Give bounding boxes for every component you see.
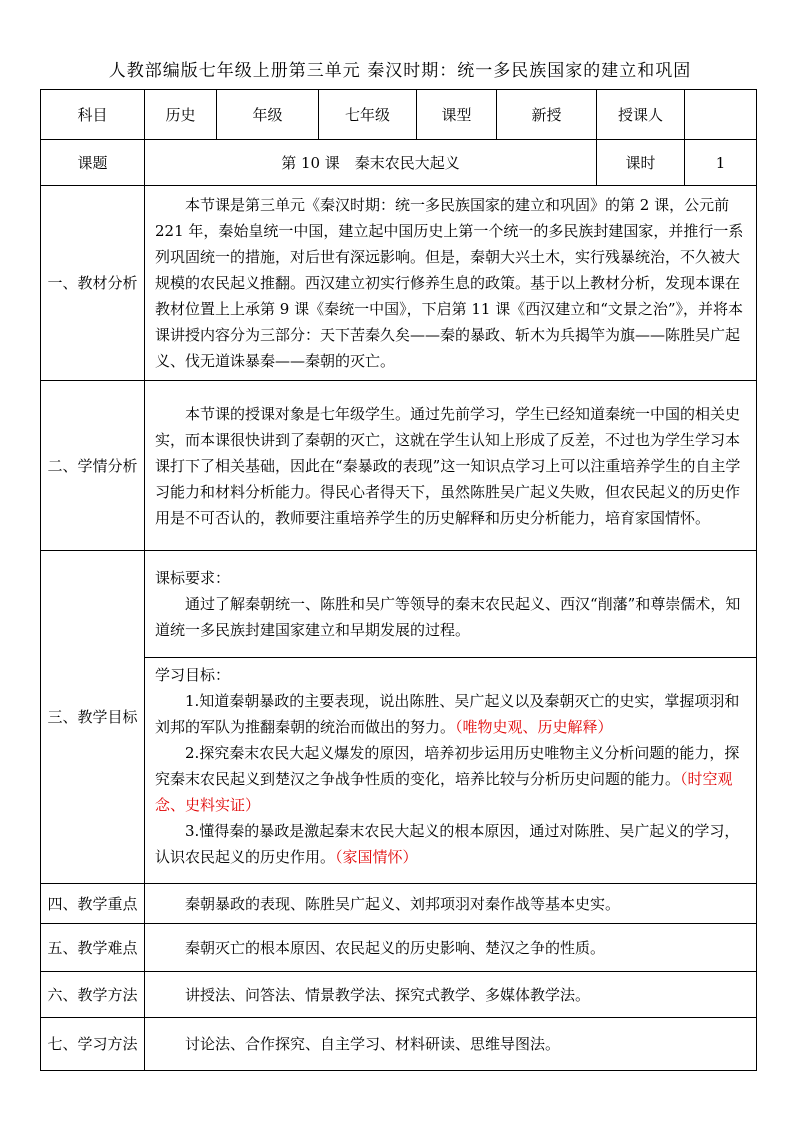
section-label: 五、教学难点 — [41, 924, 145, 972]
grade-value: 七年级 — [319, 90, 417, 140]
section-text: 秦朝灭亡的根本原因、农民起义的历史影响、楚汉之争的性质。 — [185, 938, 606, 957]
subject-label: 科目 — [41, 90, 145, 140]
section-teaching-methods — [41, 972, 757, 1018]
topic-label: 课题 — [41, 140, 145, 186]
goal-literacy-tag: （时空观念、史料实证） — [155, 770, 733, 814]
section-label: 三、教学目标 — [41, 551, 145, 884]
inner-divider — [145, 657, 756, 658]
subject-value: 历史 — [145, 90, 217, 140]
teacher-value — [685, 90, 757, 140]
goal-item — [155, 688, 746, 740]
goals-heading: 学习目标： — [155, 666, 231, 684]
section-text: 本节课的授课对象是七年级学生。通过先前学习，学生已经知道秦统一中国的相关史实，而本课很快讲到了秦朝的灭亡，这就在学生认知上形成了反差，不过也为学生学习本课打下了相关基础，因此在“秦暴政的表现”这一知识点学习上可以注重培养学生的自主学习能力和材料分析能力。得民心者得天下，虽然陈胜吴广起义失败，但农民起义的历史作用是不可否认的，教师要注重培养学生的历史解释和历史分析能力，培育家国情怀。 — [155, 404, 741, 527]
teacher-label: 授课人 — [597, 90, 685, 140]
section-label: 七、学习方法 — [41, 1018, 145, 1071]
section-learning-methods — [41, 1018, 757, 1071]
header-row — [41, 90, 757, 140]
section-label: 一、教材分析 — [41, 186, 145, 381]
type-label: 课型 — [417, 90, 497, 140]
type-value: 新授 — [497, 90, 597, 140]
section-label: 二、学情分析 — [41, 381, 145, 551]
section-label: 四、教学重点 — [41, 884, 145, 924]
grade-label: 年级 — [217, 90, 319, 140]
lesson-plan-table — [40, 89, 757, 1071]
section-textbook-analysis — [41, 186, 757, 381]
goal-text: 3.懂得秦的暴政是激起秦末农民大起义的根本原因，通过对陈胜、吴广起义的学习，认识农民起义的历史作用。 — [155, 822, 740, 866]
section-difficult-points — [41, 924, 757, 972]
section-text: 讲授法、问答法、情景教学法、探究式教学、多媒体教学法。 — [185, 985, 591, 1004]
standard-text: 通过了解秦朝统一、陈胜和吴广等领导的秦末农民起义、西汉“削藩”和尊崇儒术，知道统一多民族封建国家建立和早期发展的过程。 — [155, 595, 741, 639]
hours-value: 1 — [685, 140, 757, 186]
goal-literacy-tag: （唯物史观、历史解释） — [455, 718, 613, 736]
goal-text: 2.探究秦末农民大起义爆发的原因，培养初步运用历史唯物主义分析问题的能力，探究秦末农民起义到楚汉之争战争性质的变化，培养比较与分析历史问题的能力。 — [155, 744, 740, 788]
section-text: 本节课是第三单元《秦汉时期：统一多民族国家的建立和巩固》的第 2 课，公元前 221 年，秦始皇统一中国，建立起中国历史上第一个统一的多民族封建国家，并推行一系列巩固统一的措施，对后世有深远影响。但是，秦朝大兴土木，实行残暴统治，不久被大规模的农民起义推翻。西汉建立初实行修养生息的政策。基于以上教材分析，发现本课在教材位置上上承第 9 课《秦统一中国》，下启第 11 课《西汉建立和“文景之治”》，并将本课讲授内容分为三部分：天下苦秦久矣——秦的暴政、斩木为兵揭竿为旗——陈胜吴广起义、伐无道诛暴秦——秦朝的灭亡。 — [155, 196, 744, 370]
goal-text: 1.知道秦朝暴政的主要表现，说出陈胜、吴广起义以及秦朝灭亡的史实，掌握项羽和刘邦的军队为推翻秦朝的统治而做出的努力。 — [155, 692, 740, 736]
topic-row — [41, 140, 757, 186]
section-teaching-goals — [41, 551, 757, 884]
page-title: 人教部编版七年级上册第三单元 秦汉时期：统一多民族国家的建立和巩固 — [108, 61, 692, 81]
section-label: 六、教学方法 — [41, 972, 145, 1018]
section-text: 秦朝暴政的表现、陈胜吴广起义、刘邦项羽对秦作战等基本史实。 — [185, 894, 621, 913]
topic-value: 第 10 课 秦末农民大起义 — [145, 140, 597, 186]
goal-item — [155, 740, 746, 818]
section-student-analysis — [41, 381, 757, 551]
section-key-points — [41, 884, 757, 924]
hours-label: 课时 — [597, 140, 685, 186]
goal-item — [155, 818, 746, 870]
standard-heading: 课标要求： — [155, 569, 231, 587]
section-text: 讨论法、合作探究、自主学习、材料研读、思维导图法。 — [185, 1035, 561, 1053]
goal-literacy-tag: （家国情怀） — [335, 848, 418, 866]
